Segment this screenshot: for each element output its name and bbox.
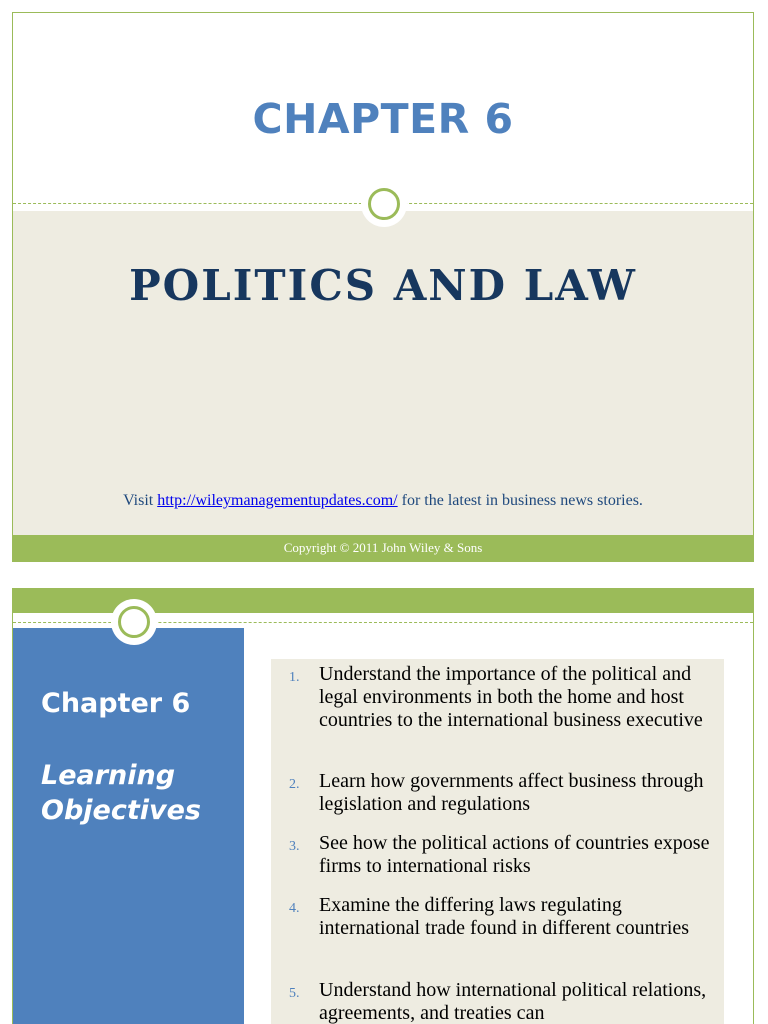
- circle-ornament-icon: [111, 599, 157, 645]
- list-item: [289, 832, 719, 878]
- visit-prefix: Visit: [123, 492, 158, 509]
- title-body-area: [13, 211, 753, 537]
- chapter-heading: CHAPTER 6: [252, 95, 514, 143]
- copyright-footer: Copyright © 2011 John Wiley & Sons: [13, 535, 753, 561]
- sidebar-chapter: Chapter 6: [41, 688, 191, 719]
- item-number: 3.: [289, 839, 300, 854]
- objectives-slide: [12, 588, 754, 1024]
- wiley-link[interactable]: http://wileymanagementupdates.com/: [157, 492, 398, 509]
- item-number: 5.: [289, 986, 300, 1001]
- title-header-area: [13, 13, 753, 208]
- title-slide: [12, 12, 754, 562]
- visit-line: [13, 492, 753, 510]
- item-text: See how the political actions of countries expose firms to international risks: [319, 832, 710, 877]
- item-number: 1.: [289, 670, 300, 685]
- item-text: Understand the importance of the political and legal environments in both the home and host countries to the international business executive: [319, 663, 703, 731]
- objectives-panel: [271, 659, 724, 1024]
- item-number: 4.: [289, 901, 300, 916]
- item-number: 2.: [289, 777, 300, 792]
- circle-ornament-icon: [361, 181, 407, 227]
- sidebar-panel: [13, 628, 244, 1024]
- item-text: Learn how governments affect business through legislation and regulations: [319, 770, 704, 815]
- list-item: [289, 894, 719, 940]
- item-text: Examine the differing laws regulating international trade found in different countries: [319, 894, 690, 939]
- sidebar-subtitle: Learning Objectives: [41, 760, 201, 826]
- item-text: Understand how international political relations, agreements, and treaties can: [319, 979, 707, 1024]
- slide-title: POLITICS AND LAW: [129, 261, 637, 310]
- list-item: [289, 979, 719, 1024]
- list-item: [289, 663, 719, 732]
- list-item: [289, 770, 719, 816]
- visit-suffix: for the latest in business news stories.: [397, 492, 643, 509]
